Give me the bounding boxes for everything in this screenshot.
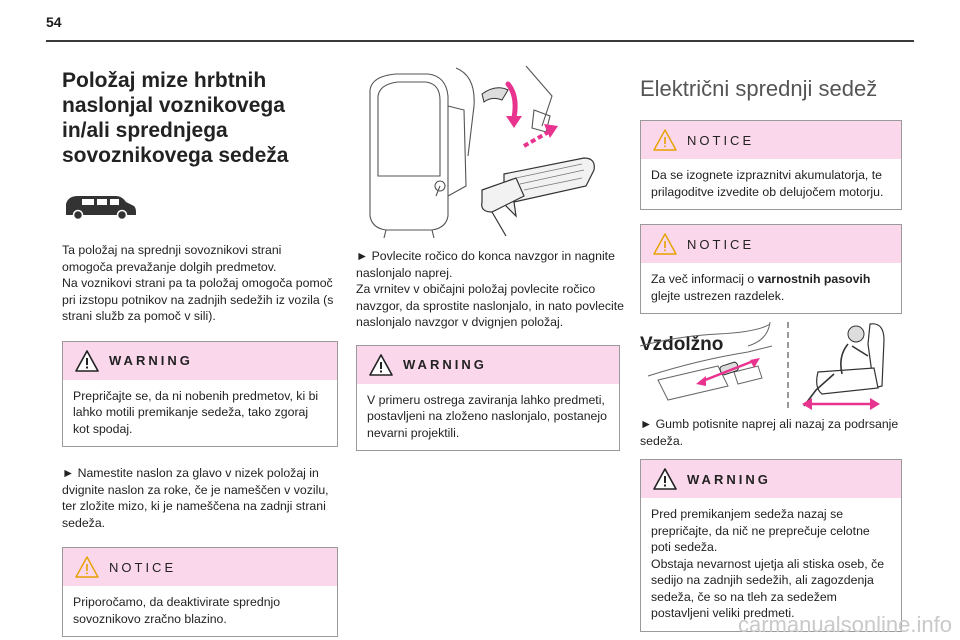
- section-title: Električni sprednji sedež: [640, 76, 878, 101]
- notice-label: NOTICE: [687, 132, 755, 148]
- page-number: 54: [46, 14, 62, 30]
- warning-text: Prepričajte se, da ni nobenih predmetov, ki bi lahko motili premikanje sedeža, tako zgoraj kot spodaj.: [73, 388, 319, 436]
- warning-text: Pred premikanjem sedeža nazaj se prepričajte, da nič ne preprečuje celotne poti sedeža. Obstaja nevarnost ujetja ali stiska oseb, če sedijo na zadnjih sedežih, ali zagozdenja sedeža, če so na tleh za sedežem postavljeni veliki predmeti.: [651, 507, 885, 620]
- warning-box: [640, 459, 902, 632]
- header-rule: [46, 40, 914, 42]
- notice-text: Priporočamo, da deaktivirate sprednjo sovoznikovo zračno blazino.: [73, 595, 281, 626]
- watermark: carmanualsonline.info: [737, 612, 952, 637]
- warning-box: [356, 345, 620, 452]
- left-column: [62, 68, 338, 637]
- intro-text: Ta položaj na sprednji sovoznikovi strani omogoča prevažanje dolgih predmetov. Na voznikovi strani pa ta položaj omogoča pomoč pri izstopu potnikov na zadnjih sedežih iz vozila (s strani služb za pomoč v sili).: [62, 243, 334, 323]
- notice-label: NOTICE: [687, 236, 755, 252]
- notice-box: [640, 224, 902, 314]
- notice-label: NOTICE: [109, 559, 177, 575]
- notice-box: [640, 120, 902, 210]
- notice-triangle-icon: [653, 129, 677, 151]
- notice-triangle-icon: [75, 556, 99, 578]
- warning-label: WARNING: [109, 353, 193, 368]
- warning-text: V primeru ostrega zaviranja lahko predmeti, postavljeni na zloženo naslonjalo, postanejo nevarni projektili.: [367, 392, 607, 440]
- notice-box: [62, 547, 338, 637]
- notice-text-intro: Za več informacij o: [651, 272, 758, 286]
- notice-text-end: glejte ustrezen razdelek.: [651, 288, 785, 303]
- warning-triangle-icon: [369, 354, 393, 376]
- step-text: ► Namestite naslon za glavo v nizek položaj in dvignite naslon za roke, če je nameščen v vozilu, ter zložite mizo, ki je nameščena na zadnji strani sedeža.: [62, 466, 329, 530]
- notice-text: [641, 263, 901, 313]
- notice-text: Da se izognete izpraznitvi akumulatorja, te prilagoditve izvedite ob delujočem motorju.: [651, 168, 884, 199]
- van-icon: [62, 192, 138, 222]
- notice-triangle-icon: [653, 233, 677, 255]
- warning-label: WARNING: [687, 471, 771, 487]
- subsection-title: Vzdolžno: [640, 334, 724, 355]
- warning-label: WARNING: [403, 357, 487, 372]
- warning-box: [62, 341, 338, 448]
- seat-slide-illustration: [638, 316, 900, 414]
- right-column: [640, 70, 916, 356]
- warning-triangle-icon: [75, 350, 99, 372]
- warning-triangle-icon: [653, 468, 677, 490]
- middle-column: [356, 248, 632, 451]
- seatbelt-reference: varnostnih pasovih: [757, 272, 871, 286]
- seat-fold-illustration: [356, 66, 616, 238]
- right-column-lower: [640, 416, 916, 632]
- step-text: ► Gumb potisnite naprej ali nazaj za podrsanje sedeža.: [640, 417, 899, 448]
- step-text: ► Povlecite ročico do konca navzgor in nagnite naslonjalo naprej. Za vrnitev v običajni položaj povlecite ročico navzgor, da sprostite naslonjalo, in nato povlecite naslonjalo navzgor v dvignjen položaj.: [356, 249, 624, 329]
- section-title: Položaj mize hrbtnih naslonjal voznikovega in/ali sprednjega sovoznikovega sedeža: [62, 69, 289, 167]
